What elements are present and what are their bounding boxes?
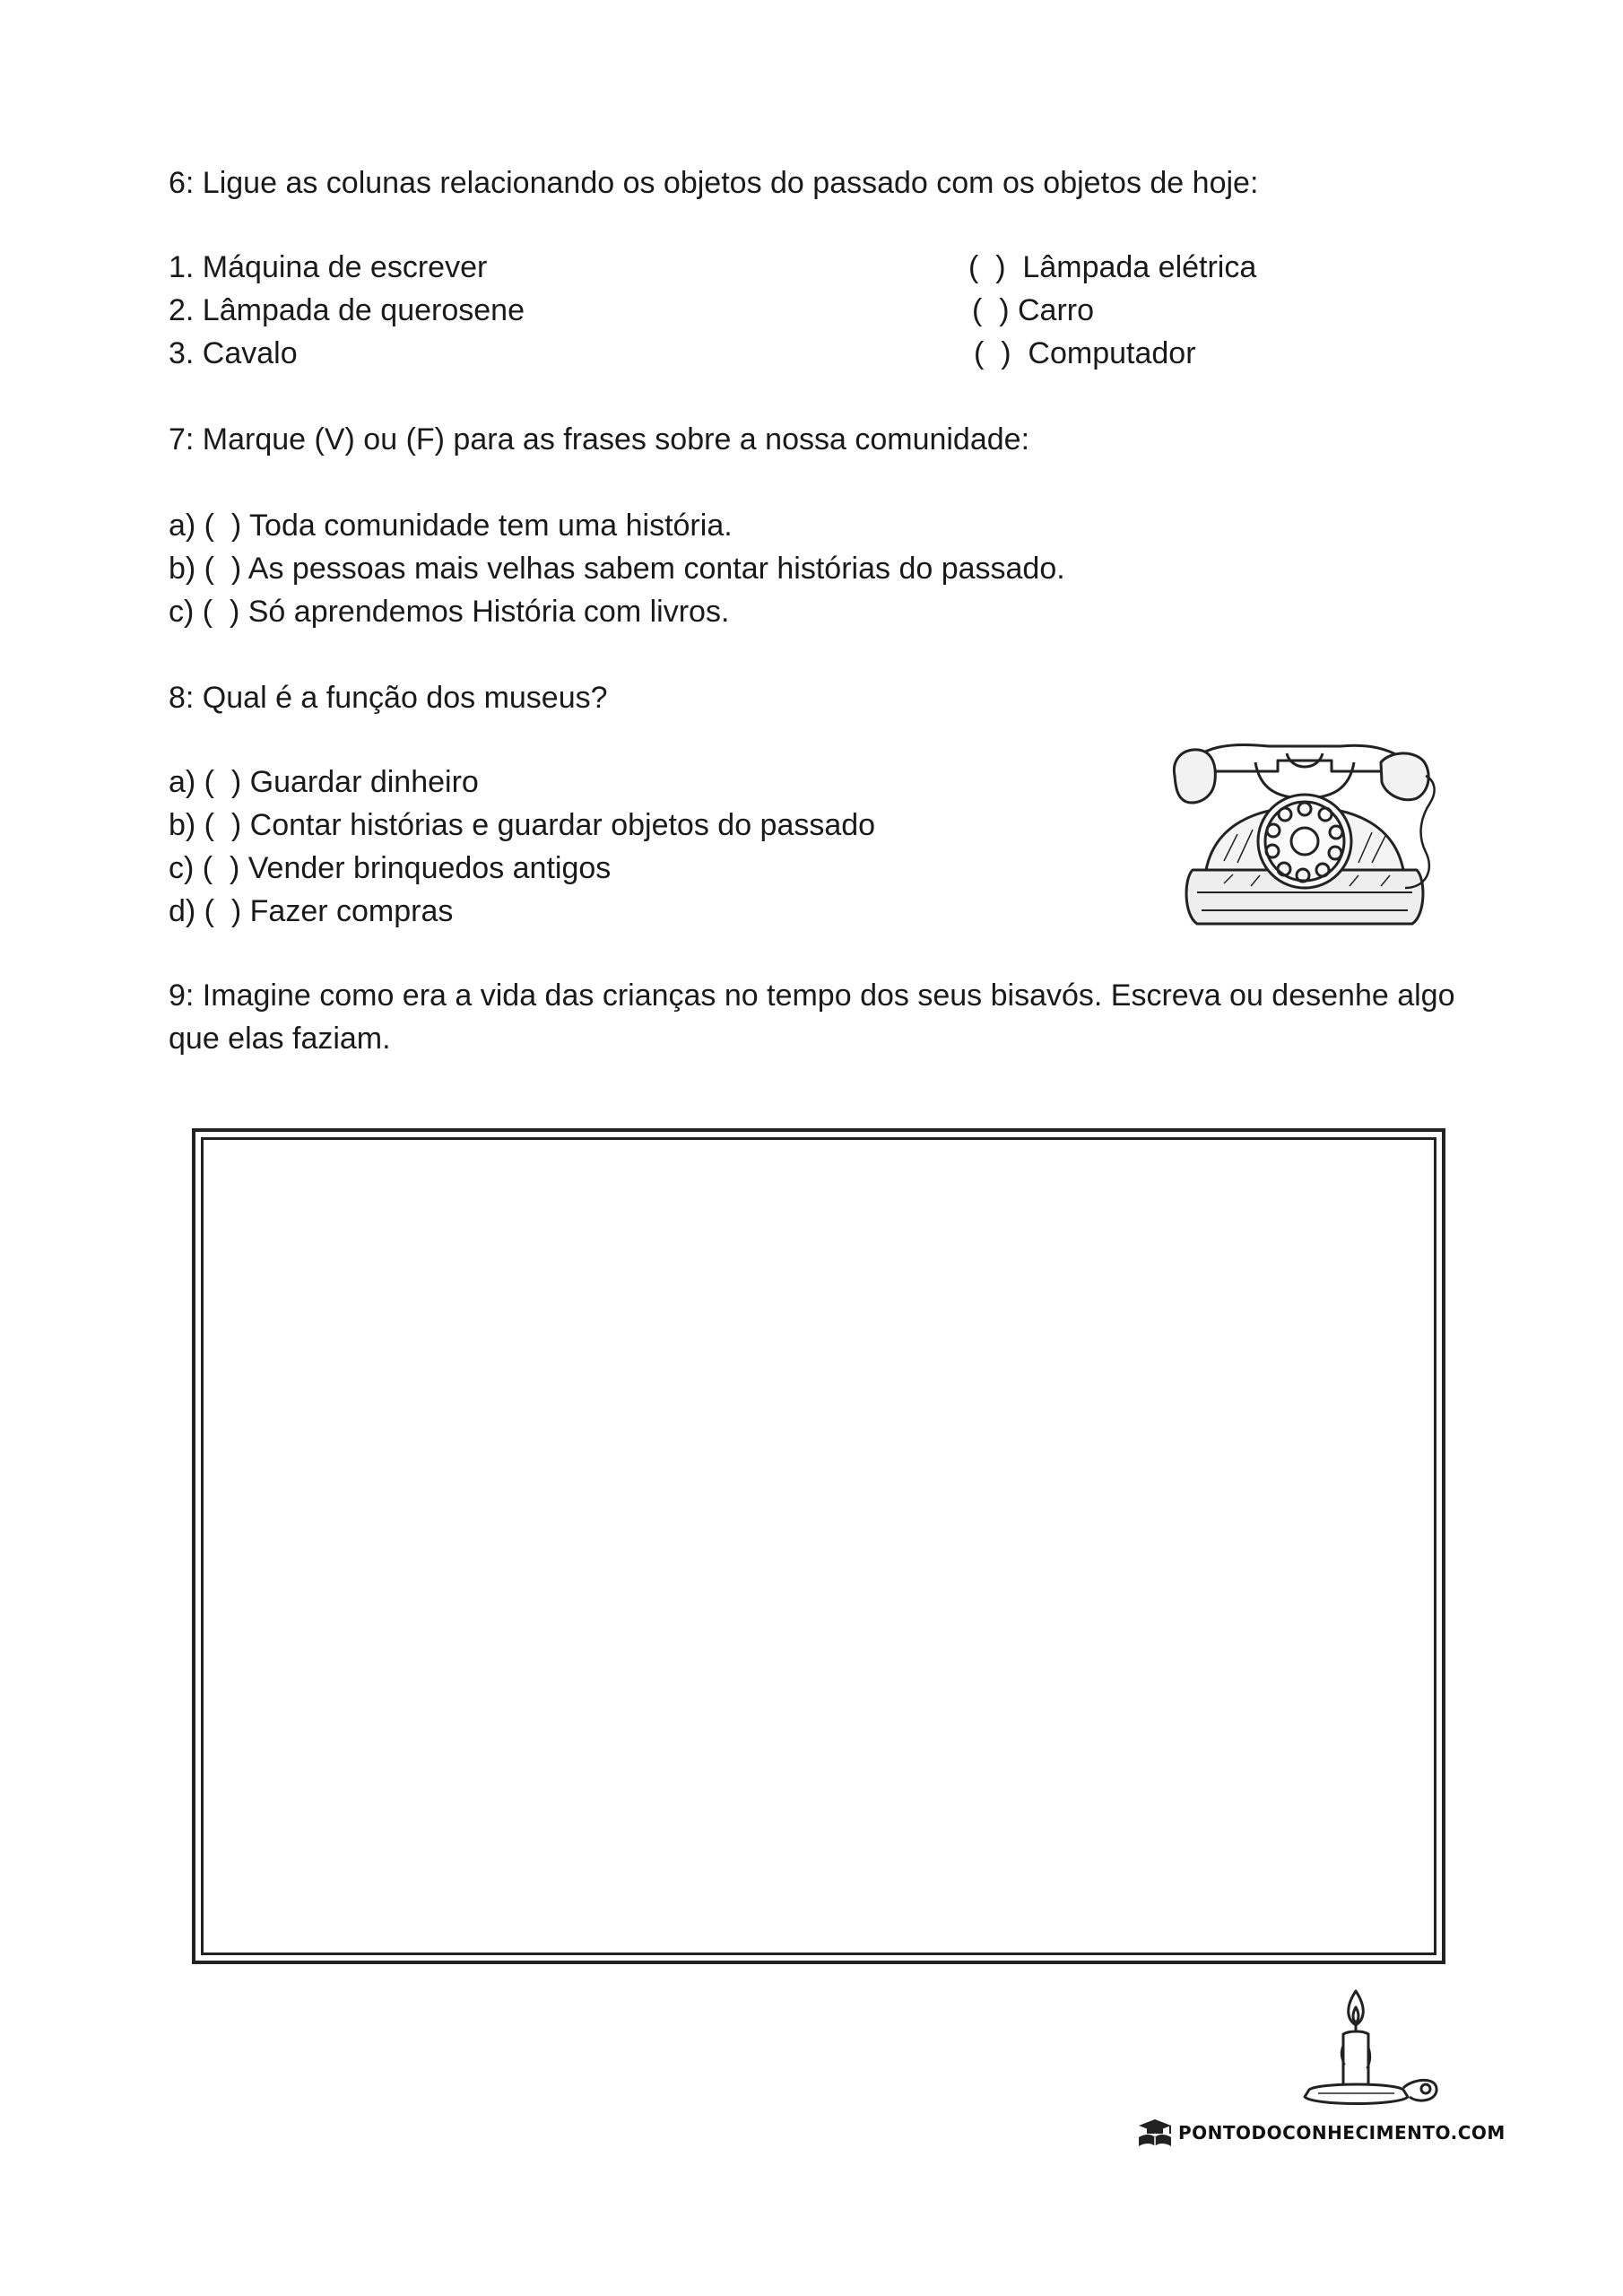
brand-logo [1137, 2117, 1506, 2149]
q7-item-c: c) ( ) Só aprendemos História com livros. [169, 595, 730, 629]
q6-left-item-3: 3. Cavalo [169, 336, 298, 370]
candle-illustration [1300, 1982, 1444, 2117]
q9-title-line-1: 9: Imagine como era a vida das crianças no tempo dos seus bisavós. Escreva ou desenhe algo [169, 978, 1455, 1013]
q7-title: 7: Marque (V) ou (F) para as frases sobre a nossa comunidade: [169, 422, 1030, 457]
q6-left-item-1: 1. Máquina de escrever [169, 250, 488, 284]
q6-right-item-1: ( ) Lâmpada elétrica [968, 250, 1257, 284]
brand-name: PONTODOCONHECIMENTO.COM [1178, 2122, 1506, 2144]
q6-right-item-2: ( ) Carro [972, 293, 1094, 327]
vintage-telephone-illustration [1170, 735, 1439, 942]
drawing-box-inner-border [201, 1137, 1436, 1955]
q7-item-a: a) ( ) Toda comunidade tem uma história. [169, 509, 733, 543]
q6-right-item-3: ( ) Computador [974, 336, 1196, 370]
q6-title: 6: Ligue as colunas relacionando os objetos do passado com os objetos de hoje: [169, 166, 1259, 200]
q8-item-b: b) ( ) Contar histórias e guardar objetos do passado [169, 808, 876, 842]
q8-item-d: d) ( ) Fazer compras [169, 894, 454, 928]
q6-left-item-2: 2. Lâmpada de querosene [169, 293, 525, 327]
q8-item-c: c) ( ) Vender brinquedos antigos [169, 851, 612, 885]
q8-item-a: a) ( ) Guardar dinheiro [169, 765, 479, 799]
q8-title: 8: Qual é a função dos museus? [169, 681, 608, 715]
q9-title-line-2: que elas faziam. [169, 1022, 391, 1056]
drawing-answer-box[interactable] [192, 1128, 1445, 1964]
q7-item-b: b) ( ) As pessoas mais velhas sabem contar histórias do passado. [169, 552, 1065, 586]
graduation-book-icon [1137, 2118, 1173, 2148]
